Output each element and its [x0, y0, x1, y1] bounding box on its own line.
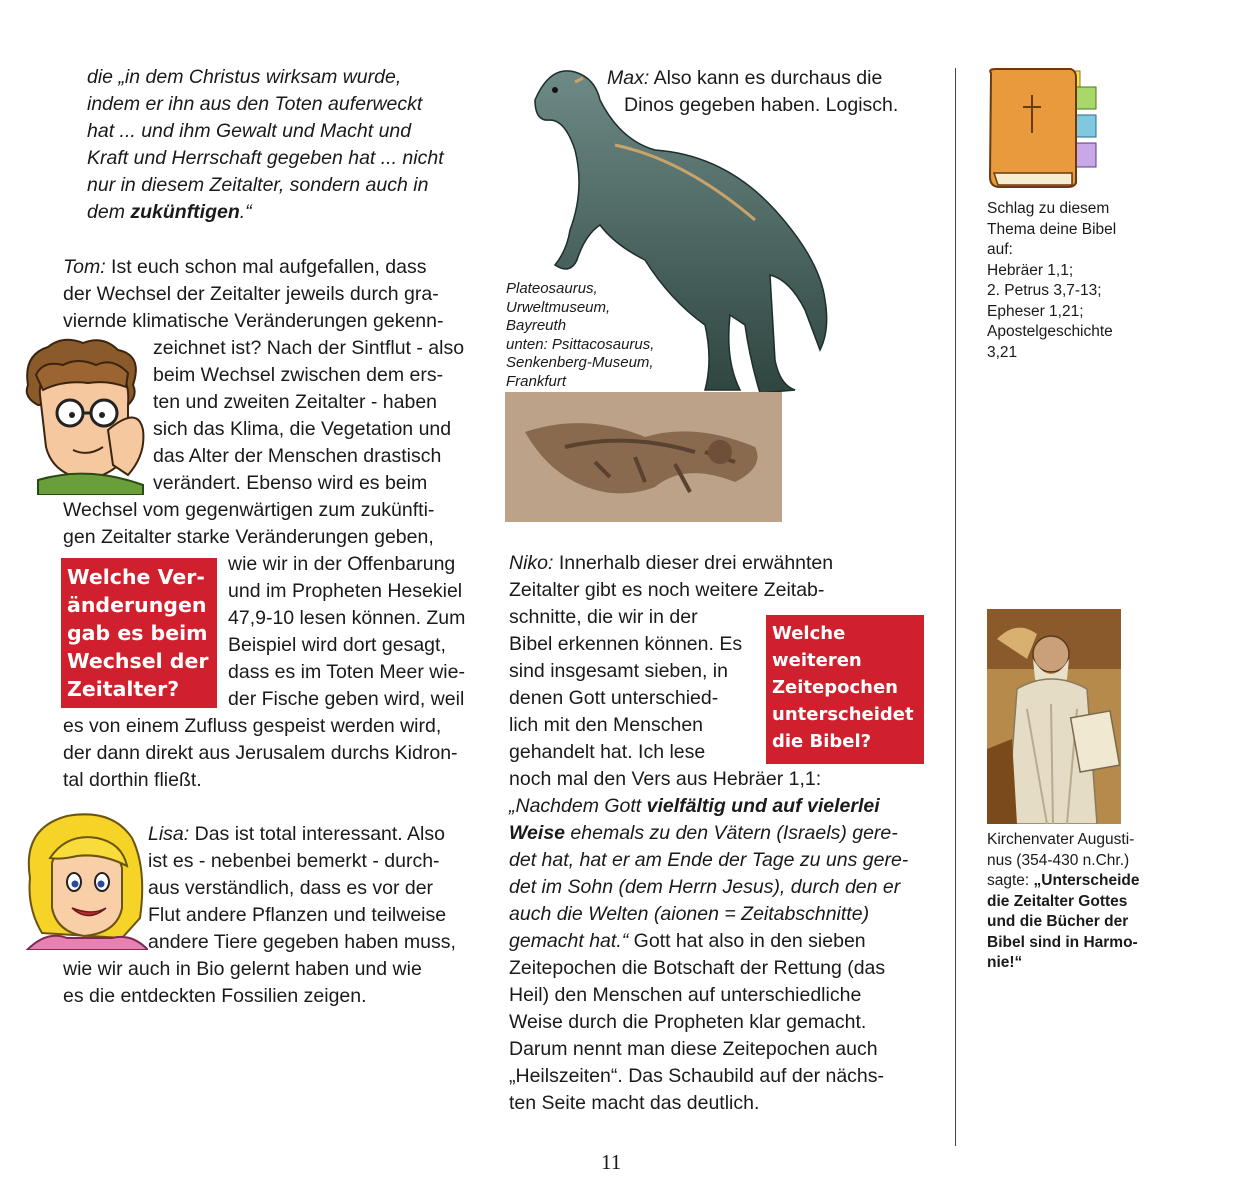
speaker-tom: Tom: [63, 256, 106, 278]
verse-line: Weise ehemals zu den Vätern (Israels) gere- [509, 822, 898, 844]
tom-line: das Alter der Menschen drastisch [153, 445, 442, 467]
niko-line: Darum nennt man diese Zeitepochen auch [509, 1038, 878, 1060]
tom-line: tal dorthin fließt. [63, 769, 202, 791]
column-divider [955, 68, 956, 1146]
verse-line: auch die Welten (aionen = Zeitabschnitte) [509, 903, 870, 925]
niko-line: Weise durch die Propheten klar gemacht. [509, 1011, 867, 1033]
niko-line: denen Gott unterschied- [509, 687, 719, 709]
bible-note: Thema deine Bibel [987, 220, 1117, 238]
tom-line: sich das Klima, die Vegetation und [153, 418, 452, 440]
bible-note: Schlag zu diesem [987, 200, 1110, 217]
lisa-line: aus verständlich, dass es vor der [148, 877, 434, 899]
niko-line: sind insgesamt sieben, in [509, 660, 728, 682]
tom-line: und im Propheten Hesekiel [228, 580, 463, 602]
bible-note: auf: [987, 241, 1013, 258]
photo-caption: Bayreuth [506, 317, 567, 334]
verse-line: „Nachdem Gott vielfältig und auf vielerlei [509, 795, 880, 817]
niko-line: lich mit den Menschen [509, 714, 704, 736]
fossil-photo [505, 392, 782, 522]
augustine-quote: Bibel sind in Harmo- [987, 933, 1138, 951]
augustine-painting [987, 609, 1121, 824]
girl-cartoon [22, 808, 148, 950]
tom-line: viernde klimatische Veränderungen gekenn- [63, 310, 444, 332]
verse-line: det im Sohn (dem Herrn Jesus), durch den er [509, 876, 901, 898]
bible-icon [986, 65, 1106, 193]
page-number: 11 [601, 1150, 622, 1174]
lisa-line: Lisa: Das ist total interessant. Also [148, 823, 445, 845]
tom-line: der dann direkt aus Jerusalem durchs Kidron- [63, 742, 458, 764]
photo-caption: Frankfurt [506, 372, 567, 390]
quote-line: hat ... und ihm Gewalt und Macht und [87, 120, 412, 142]
speaker-niko: Niko: [509, 552, 554, 574]
lisa-line: wie wir auch in Bio gelernt haben und wie [63, 958, 422, 980]
niko-line: Zeitalter gibt es noch weitere Zeitab- [509, 579, 825, 601]
tom-line: wie wir in der Offenbarung [228, 553, 456, 575]
photo-caption: Urweltmuseum, [506, 298, 611, 316]
quote-line-last: dem zukünftigen.“ [87, 201, 252, 223]
bible-reference: 3,21 [987, 343, 1018, 361]
augustine-caption: nus (354-430 n.Chr.) [987, 851, 1130, 869]
augustine-caption: sagte: „Unterscheide [987, 872, 1140, 889]
tom-line: Beispiel wird dort gesagt, [228, 634, 446, 656]
tom-line: zeichnet ist? Nach der Sintflut - also [153, 337, 465, 359]
tom-line: dass es im Toten Meer wie- [228, 661, 465, 683]
bible-reference: 2. Petrus 3,7-13; [987, 282, 1102, 299]
emphasis: zukünftigen [130, 201, 240, 223]
verse-line: det hat, hat er am Ende der Tage zu uns gere- [509, 849, 909, 871]
augustine-caption: Kirchenvater Augusti- [987, 831, 1135, 848]
boy-cartoon [18, 335, 150, 495]
niko-line: Heil) den Menschen auf unterschiedliche [509, 984, 862, 1006]
augustine-quote: und die Bücher der [987, 913, 1129, 930]
quote-line: nur in diesem Zeitalter, sondern auch in [87, 174, 429, 196]
augustine-quote: die Zeitalter Gottes [987, 892, 1128, 910]
photo-caption: unten: Psittacosaurus, [506, 335, 655, 353]
quote-line: indem er ihn aus den Toten auferweckt [87, 93, 423, 115]
bible-reference: Apostelgeschichte [987, 323, 1113, 340]
niko-line: ten Seite macht das deutlich. [509, 1092, 760, 1114]
tom-line: der Wechsel der Zeitalter jeweils durch gra- [63, 283, 439, 305]
emphasis: vielfältig und auf vielerlei [646, 795, 880, 817]
niko-line: Niko: Innerhalb dieser drei erwähnten [509, 552, 834, 574]
tom-line: Tom: Ist euch schon mal aufgefallen, dass [63, 256, 427, 278]
lisa-line: Flut andere Pflanzen und teilweise [148, 904, 447, 926]
emphasis: Weise [509, 822, 566, 844]
tom-line: der Fische geben wird, weil [228, 688, 465, 710]
bible-reference: Epheser 1,21; [987, 302, 1084, 320]
speaker-max: Max: [607, 67, 650, 89]
photo-caption: Senkenberg-Museum, [506, 354, 654, 371]
max-line: Dinos gegeben haben. Logisch. [624, 94, 899, 116]
tom-line: 47,9-10 lesen können. Zum [228, 607, 466, 629]
lisa-line: andere Tiere gegeben haben muss, [148, 931, 456, 953]
max-line: Max: Also kann es durchaus die [607, 67, 883, 89]
niko-line: noch mal den Vers aus Hebräer 1,1: [509, 768, 822, 790]
question-box-changes: Welche Ver- änderungen gab es beim Wechsel der Zeitalter? [61, 558, 217, 708]
tom-line: beim Wechsel zwischen dem ers- [153, 364, 444, 386]
quote-line: Kraft und Herrschaft gegeben hat ... nicht [87, 147, 444, 169]
augustine-quote: nie!“ [987, 954, 1023, 971]
tom-line: ten und zweiten Zeitalter - haben [153, 391, 438, 413]
niko-line: gehandelt hat. Ich lese [509, 741, 706, 763]
lisa-line: ist es - nebenbei bemerkt - durch- [148, 850, 440, 872]
quote-line: die „in dem Christus wirksam wurde, [87, 66, 402, 88]
verse-line: gemacht hat.“ Gott hat also in den sieben [509, 930, 866, 952]
tom-line: Wechsel vom gegenwärtigen zum zukünfti- [63, 499, 435, 521]
photo-caption: Plateosaurus, [506, 280, 598, 297]
tom-line: es von einem Zufluss gespeist werden wird, [63, 715, 442, 737]
bible-reference: Hebräer 1,1; [987, 261, 1074, 279]
augustine-quote: „Unterscheide [1033, 872, 1140, 889]
niko-line: schnitte, die wir in der [509, 606, 698, 628]
niko-line: Zeitepochen die Botschaft der Rettung (das [509, 957, 886, 979]
speaker-lisa: Lisa: [148, 823, 190, 845]
tom-line: gen Zeitalter starke Veränderungen geben, [63, 526, 434, 548]
tom-line: verändert. Ebenso wird es beim [153, 472, 428, 494]
niko-line: Bibel erkennen können. Es [509, 633, 743, 655]
niko-line: „Heilszeiten“. Das Schaubild auf der nächs- [509, 1065, 885, 1087]
question-box-epochs: Welche weiteren Zeitepochen unterscheidet die Bibel? [766, 615, 924, 764]
lisa-line: es die entdeckten Fossilien zeigen. [63, 985, 367, 1007]
